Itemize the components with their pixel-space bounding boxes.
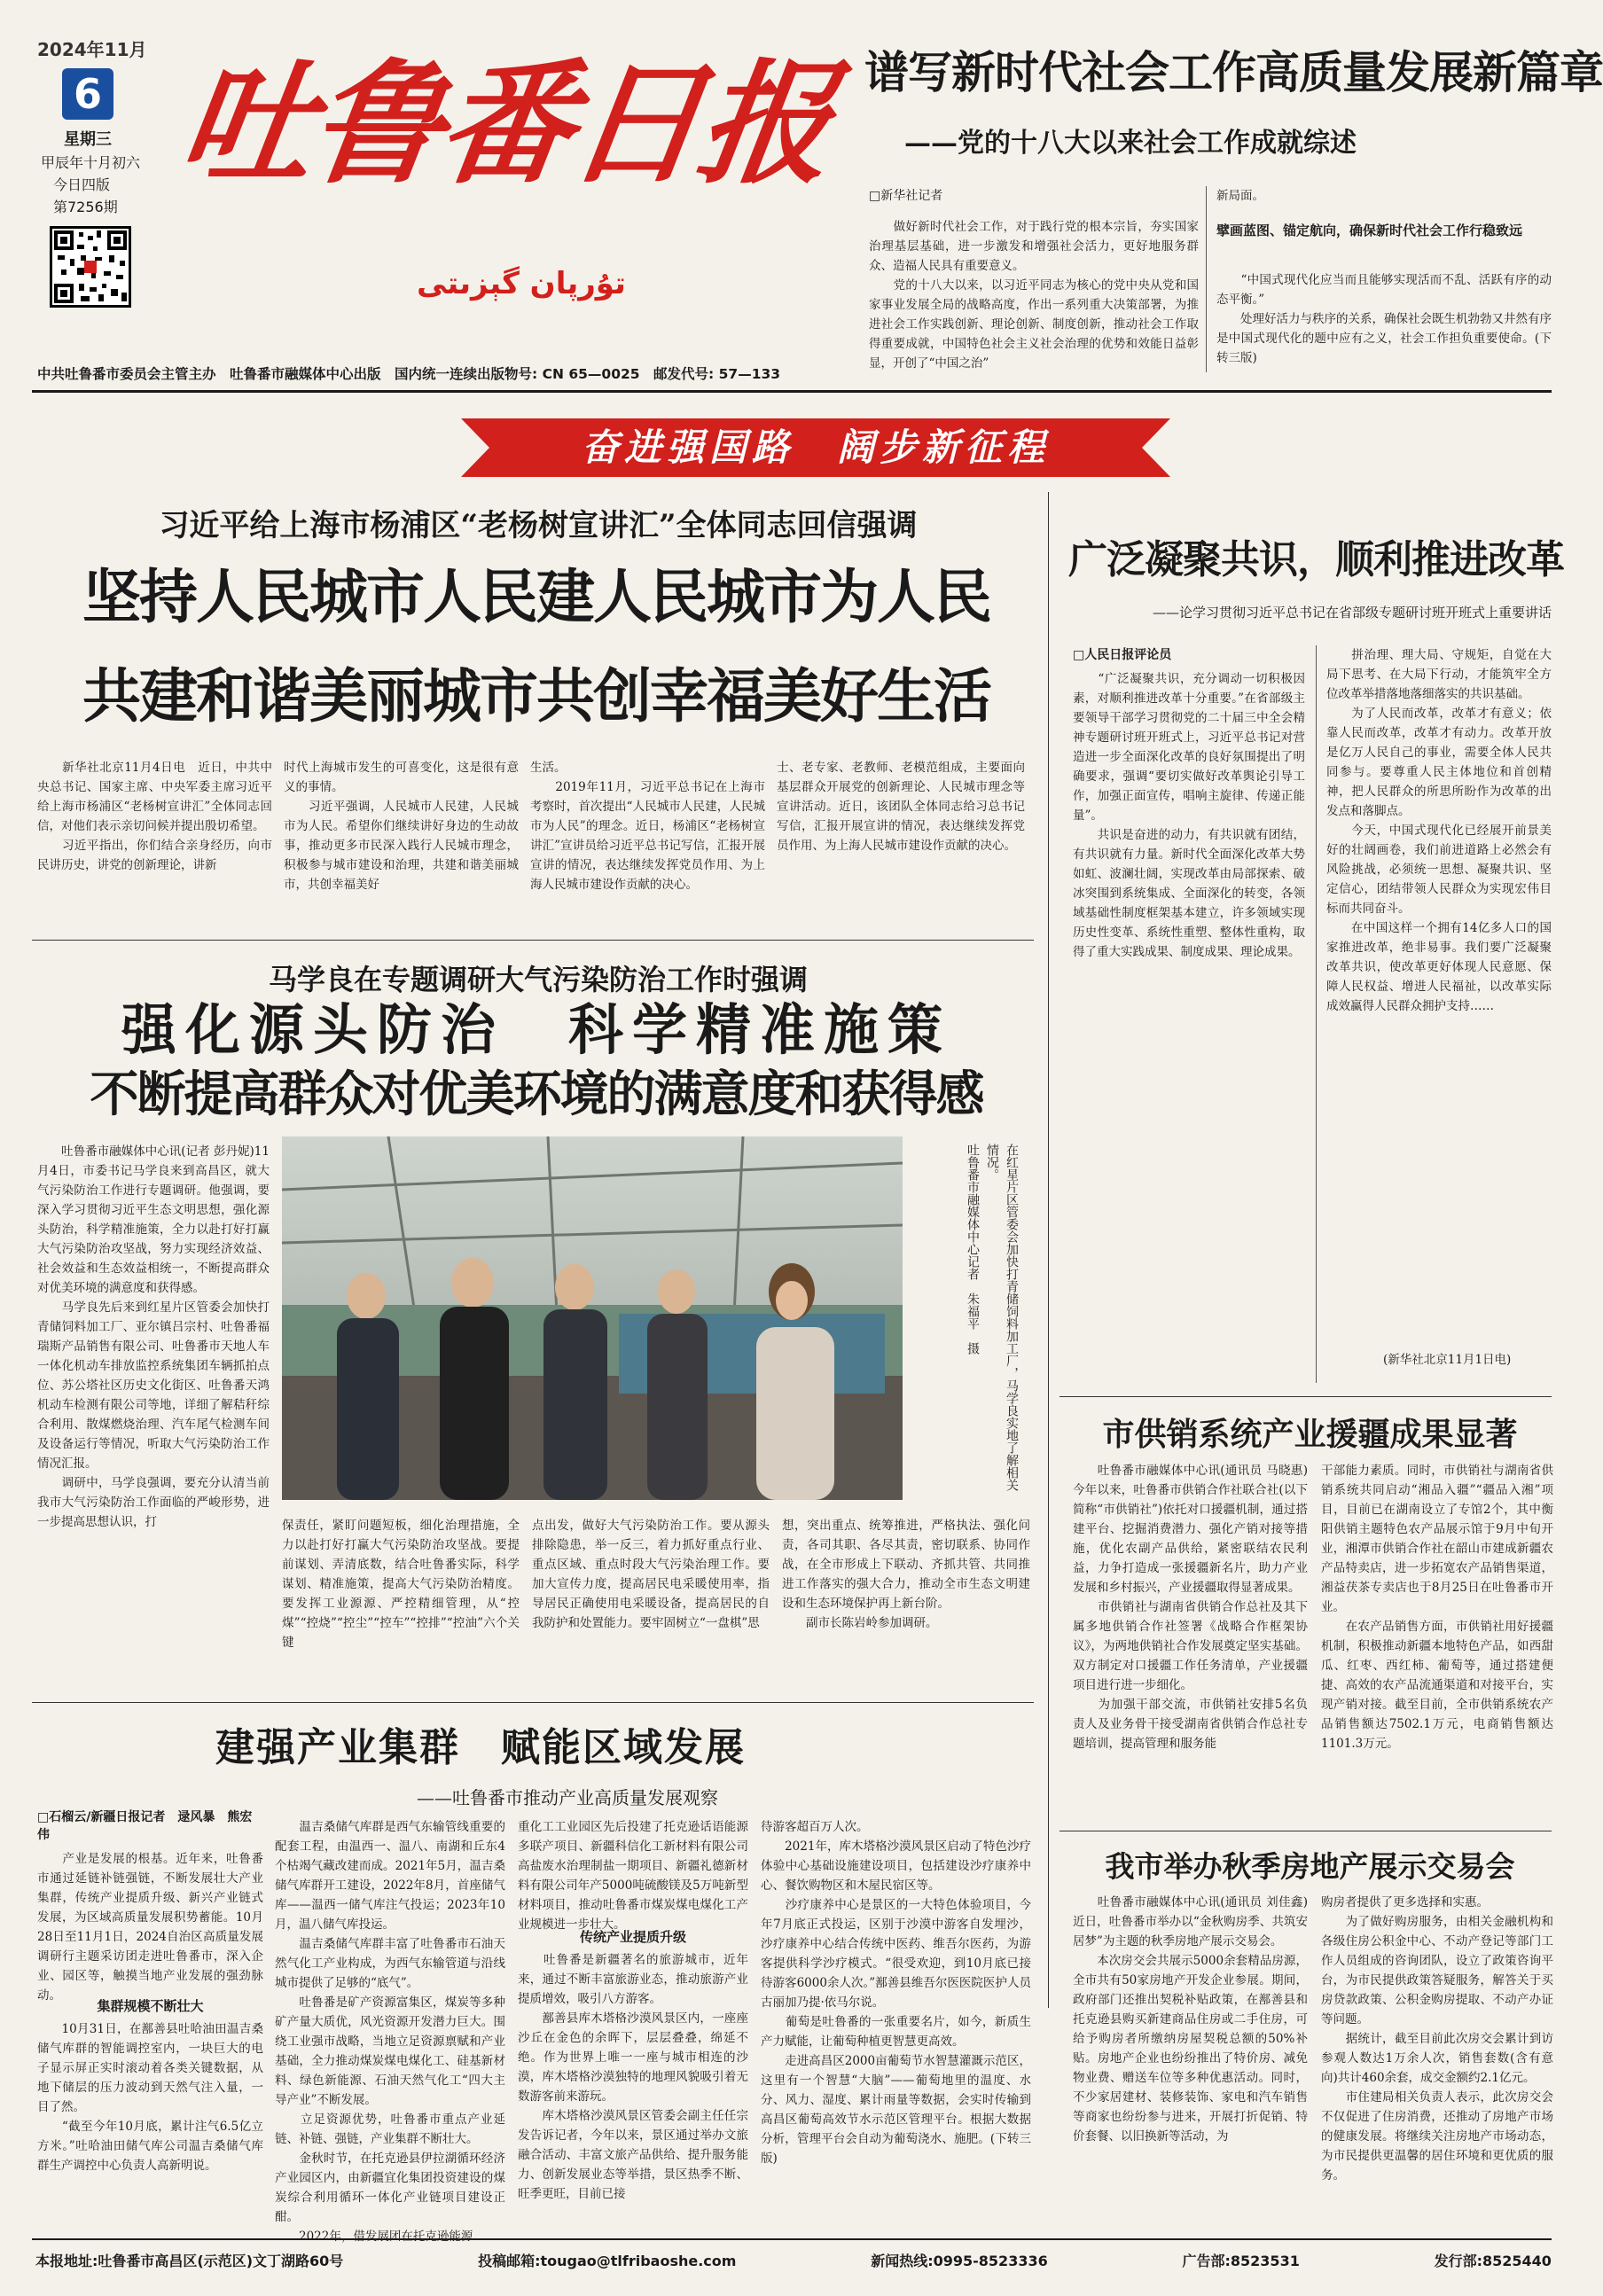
industry-col1: 产业是发展的根基。近年来，吐鲁番市通过延链补链强链，不断发展壮大产业集群，传统产业提质升级、新兴产业链式发展，为区域高质量发展积势蓄能。10月28日至11月1日，2024自治区高质量发展调研行主题采访团走进吐鲁番市，深入企业、园区等，触摸当地产业发展的强劲脉动。 (37, 1852, 263, 2003)
issue-number: 第7256期 (53, 199, 118, 215)
top-story-divider (1206, 186, 1207, 372)
ma-headline-1: 强化源头防治 科学精准施策 (121, 997, 951, 1062)
reform-headline: 广泛凝聚共识，顺利推进改革 (1068, 537, 1564, 582)
date-line: 2024年11月 (37, 39, 147, 60)
newspaper-title: 吐鲁番日报 (170, 46, 841, 202)
top-story-headline: 谱写新时代社会工作高质量发展新篇章 (864, 47, 1603, 98)
industry-col4: 待游客超百万人次。 2021年，库木塔格沙漠风景区启动了特色沙疗体验中心基础设施建设项目，包括建设沙疗康养中心、餐饮购物区和木屋民宿区等。 沙疗康养中心是景区的一大特色体验项目，今年7月底正式投运，区别于沙漠中游客自发埋沙，沙疗康养中心结合传统中医药、维吾尔医药，为游客提供科学沙疗模式。“很受欢迎，到10月底已接待游客6000余人次。”鄯善县维吾尔医医院医护人员古丽加乃提·依马尔说。 葡萄是吐鲁番的一张重要名片，如今，新质生产力赋能，让葡萄种植更智慧更高效。 走进高昌区2000亩葡萄节水智慧灌溉示范区，这里有一个智慧“大脑”——葡萄地里的温度、水分、风力、湿度、累计雨量等数据，会实时传输到高昌区葡萄高效节水示范区管理平台。根据大数据分析，管理平台会自动为葡萄浇水、施肥。(下转三版) (761, 1820, 1031, 2166)
industry-col1-text2: 10月31日，在鄯善县吐哈油田温吉桑储气库群的智能调控室内，一块巨大的电子显示屏正实时滚动着各类关键数据，从地下储层的压力波动到天然气注入量，一目了然。 “截至今年10月底，累计注气6.5亿立方米。”吐哈油田储气库公司温吉桑储气库群生产调控中心负责人高新明说。 (37, 2022, 263, 2173)
reform-dateline: (新华社北京11月1日电) (1383, 1353, 1512, 1367)
top-story-col2-top: 新局面。 (1216, 189, 1264, 203)
industry-byline: □石榴云/新疆日报记者 逯风暴 熊宏伟 (37, 1810, 253, 1842)
pages-count: 今日四版 (53, 176, 111, 193)
qr-code-icon[interactable] (50, 226, 131, 308)
industry-col3: 重化工工业园区先后投建了托克逊话语能源多联产项目、新疆科信化工新材料有限公司高盐废水治理制盐一期项目、新疆礼德新材料有限公司年产5000吨硫酸镁及5万吨新型材料项目，推动吐鲁番市煤炭煤电煤化工产业规模进一步壮大。 (518, 1820, 748, 1932)
industry-subheadline: ——吐鲁番市推动产业高质量发展观察 (417, 1787, 718, 1808)
top-story-byline: □新华社记者 (869, 189, 943, 203)
ma-col-left: 吐鲁番市融媒体中心讯(记者 彭丹妮)11月4日，市委书记马学良来到高昌区，就大气污染防治工作进行专题调研。他强调，要深入学习贯彻习近平生态文明思想，强化源头防治，科学精准施策，全力以赴打好打赢大气污染防治攻坚战，努力实现经济效益、社会效益和生态效益相统一，不断提高群众对优美环境的满意度和获得感。 马学良先后来到红星片区管委会加快打青储饲料加工厂、亚尔镇吕宗村、吐鲁番福瑞斯产品销售有限公司、吐鲁番市天地人车一体化机动车排放监控系统集团车辆抓拍点位、苏公塔社区历史文化街区、吐鲁番天鸿机动车检测有限公司等地，详细了解秸秆综合利用、散煤燃烧治理、汽车尾气检测车间及设备运行等情况，听取大气污染防治工作情况汇报。 调研中，马学良强调，要充分认清当前我市大气污染防治工作面临的严峻形势，进一步提高思想认识，打 (37, 1144, 270, 1529)
industry-col3-subhead: 传统产业提质升级 (579, 1929, 686, 1945)
top-story-col2-text: “中国式现代化应当而且能够实现活而不乱、活跃有序的动态平衡。” 处理好活力与秩序的关系，确保社会既生机勃勃又井然有序是中国式现代化的题中应有之义，社会工作担负重要使命。(下转三版) (1216, 273, 1552, 365)
reform-byline: □人民日报评论员 (1073, 648, 1172, 662)
xi-kicker: 习近平给上海市杨浦区“老杨树宣讲汇”全体同志回信强调 (159, 508, 918, 543)
weekday: 星期三 (64, 130, 112, 149)
reform-col2: 拼治理、理大局、守规矩，自觉在大局下思考、在大局下行动，才能筑牢全方位改革举措落地落细落实的共识基础。 为了人民而改革，改革才有意义；依靠人民而改革，改革才有动力。改革开放是亿万人民自己的事业，需要全体人民共同参与。要尊重人民主体地位和首创精神，把人民群众的所思所盼作为改革的出发点和落脚点。 今天，中国式现代化已经展开前景美好的壮阔画卷，我们前进道路上必然会有风险挑战，必须统一思想、凝聚共识、坚定信心，团结带领人民群众为实现宏伟目标而共同奋斗。 在中国这样一个拥有14亿多人口的国家推进改革，绝非易事。我们要广泛凝聚改革共识，使改革更好体现人民意愿、保障人民权益、增进人民福祉，以改革实际成效赢得人民群众拥护支持…… (1326, 648, 1552, 1013)
xi-col1: 新华社北京11月4日电 近日，中共中央总书记、国家主席、中央军委主席习近平给上海市杨浦区“老杨树宣讲汇”全体同志回信，对他们表示亲切问候并提出殷切希望。 习近平指出，你们结合亲身经历，向市民讲历史，讲党的创新理论，讲新 (37, 761, 272, 872)
xi-col4: 士、老专家、老教师、老模范组成，主要面向基层群众开展党的创新理论、人民城市理念等宣讲活动。近日，该团队全体同志给习总书记写信，汇报开展宣讲的情况，表达继续发挥党员作用、为上海人民城市建设作贡献的决心。 (777, 761, 1025, 853)
ma-bottom-col3: 想，突出重点、统筹推进，严格执法、强化问责，各司其职、各尽其责，密切联系、协同作战，在全市形成上下联动、齐抓共管、共同推进工作落实的强大合力，推动全市生态文明建设和生态环境保护再上新台阶。 副市长陈岩岭参加调研。 (782, 1519, 1030, 1630)
supply-col2: 干部能力素质。同时，市供销社与湖南省供销系统共同启动“湘品入疆”“疆品入湘”项目，目前已在湖南设立了专馆2个，其中衡阳供销主题特色农产品展示馆于9月中旬开业，湘潭市供销合作社在韶山市建成新疆农产品特卖店，进一步拓宽农产品销售渠道，湘益茯茶专卖店也于8月25日在吐鲁番市开业。 在农产品销售方面，市供销社用好援疆机制，积极推动新疆本地特色产品，如西甜瓜、红枣、西红柿、葡萄等，通过搭建便捷、高效的农产品流通渠道和对接平台，实现产销对接。截至目前，全市供销系统农产品销售额达7502.1万元，电商销售额达1101.3万元。 (1321, 1464, 1553, 1751)
footer-dist: 发行部:8525440 (1434, 2253, 1552, 2269)
xi-bottom-rule (32, 940, 1034, 941)
banner-text: 奋进强国路 阔步新征程 (581, 426, 1050, 469)
top-story-subheadline: ——党的十八大以来社会工作成就综述 (904, 128, 1357, 159)
reform-col1: “广泛凝聚共识，充分调动一切积极因素，对顺利推进改革十分重要。”在省部级主要领导干部学习贯彻党的二十届三中全会精神专题研讨班开班式上，习近平总书记对营造进一步全面深化改革的良好氛围提出了明确要求，强调“要切实做好改革舆论引导工作，加强正面宣传，唱响主旋律、传递正能量”。 共识是奋进的动力，有共识就有团结，有共识就有力量。新时代全面深化改革大势如虹、波澜壮阔，实现改革由局部探索、破冰突围到系统集成、全面深化的转变，各领域基础性制度框架基本建立，许多领域实现历史性变革、系统性重塑、整体性重构，取得了重大实践成果、制度成果、理论成果。 (1073, 672, 1305, 959)
ma-headline-2: 不断提高群众对优美环境的满意度和获得感 (90, 1065, 983, 1122)
left-right-divider (1048, 492, 1049, 2008)
ma-bottom-col1: 保责任，紧盯问题短板，细化治理措施，全力以赴打好打赢大气污染防治攻坚战。要提前谋划、弄清底数，结合吐鲁番实际，科学谋划、精准施策，提高大气污染防治精度。要发挥工业源源、严控精细管理，从“控煤”“控烧”“控尘”“控车”“控排”“控油”六个关键 (282, 1519, 520, 1650)
top-story-col1: 做好新时代社会工作，对于践行党的根本宗旨，夯实国家治理基层基础，进一步激发和增强社会活力，更好地服务群众、造福人民具有重要意义。 党的十八大以来，以习近平同志为核心的党中央从党和国家事业发展全局的战略高度，作出一系列重大决策部署，为推进社会工作实践创新、理论创新、制度创新，推动社会工作取得重要成就，中国特色社会主义社会治理的优势和效能日益彰显，开创了“中国之治” (869, 220, 1199, 371)
footer-hotline: 新闻热线:0995-8523336 (871, 2253, 1048, 2269)
sponsor-line: 中共吐鲁番市委员会主管主办 吐鲁番市融媒体中心出版 国内统一连续出版物号: CN 65—0025 邮发代号: 57—133 (37, 366, 781, 382)
industry-col1-subhead: 集群规模不断壮大 (97, 1998, 204, 2014)
supply-col1: 吐鲁番市融媒体中心讯(通讯员 马晓惠)今年以来，吐鲁番市供销合作社联合社(以下简称“市供销社”)依托对口援疆机制，通过搭建平台、挖掘消费潜力、强化产销对接等措施，优化农副产品供给，紧密联结农民利益，力争打造成一张援疆新名片，助力产业发展和乡村振兴，产业援疆取得显著成果。 市供销社与湖南省供销合作总社及其下属多地供销合作社签署《战略合作框架协议》，为两地供销社合作发展奠定坚实基础。双方制定对口援疆工作任务清单，产业援疆项目进行进一步细化。 为加强干部交流，市供销社安排5名负责人及业务骨干接受湖南省供销合作总社专题培训，提高管理和服务能 (1073, 1464, 1308, 1751)
supply-headline: 市供销系统产业援疆成果显著 (1102, 1416, 1518, 1453)
ma-kicker: 马学良在专题调研大气污染防治工作时强调 (268, 963, 808, 996)
industry-headline: 建强产业集群 赋能区域发展 (215, 1725, 746, 1770)
xi-col2: 时代上海城市发生的可喜变化，这是很有意义的事情。 习近平强调，人民城市人民建，人民城市为人民。希望你们继续讲好身边的生动故事，推动更多市民深入践行人民城市理念，积极参与城市建设和治理，共建和谐美丽城市，共创幸福美好 (284, 761, 519, 892)
footer-rule (32, 2238, 1552, 2240)
industry-col2: 温吉桑储气库群是西气东输管线重要的配套工程，由温西一、温八、南湖和丘东4个枯竭气藏改建而成。2021年5月，温吉桑储气库群开工建设，2022年8月，首座储气库——温西一储气库注气投运；2023年10月，温八储气库投运。 温吉桑储气库群丰富了吐鲁番市石油天然气化工产业构成，为西气东输管道与沿线城市提供了足够的“底气”。 吐鲁番是矿产资源富集区，煤炭等多种矿产量大质优，风光资源开发潜力巨大。围绕工业强市战略，当地立足资源禀赋和产业基础，全力推动煤炭煤电煤化工、硅基新材料、绿色新能源、石油天然气化工“四大主导产业”不断发展。 立足资源优势，吐鲁番市重点产业延链、补链、强链，产业集群不断壮大。 金秋时节，在托克逊县伊拉湖循环经济产业园区内，由新疆宜化集团投资建设的煤炭综合利用循环一体化产业链项目建设正酣。 2022年，借发展团在托克逊能源 (275, 1820, 505, 2244)
footer (35, 2250, 1552, 2270)
date-box (37, 35, 151, 216)
day-badge: 6 (62, 68, 113, 120)
news-photo (282, 1136, 903, 1500)
realestate-col2: 购房者提供了更多选择和实惠。 为了做好购房服务，由相关金融机构和各级住房公积金中心、不动产登记等部门工作人员组成的咨询团队，设立了政策咨询平台，为市民提供政策答疑服务，解答关于买房贷款政策、公积金购房提取、不动产办证等问题。 据统计，截至目前此次房交会累计到访参观人数达1万余人次，销售套数(含有意向)共计460余套，成交金额约2.1亿元。 市住建局相关负责人表示，此次房交会不仅促进了住房消费，还推动了房地产市场的健康发展。将继续关注房地产市场动态，为市民提供更温馨的居住环境和更优质的服务。 (1321, 1895, 1553, 2183)
realestate-col1: 吐鲁番市融媒体中心讯(通讯员 刘佳鑫)近日，吐鲁番市举办以“金秋购房季、共筑安居梦”为主题的秋季房地产展示交易会。 本次房交会共展示5000余套精品房源，全市共有50家房地产开发企业参展。期间，政府部门还推出契税补贴政策，在鄯善县和托克逊县购买新建商品住房或二手住房，可给予购房者所缴纳房屋契税总额的50%补贴。房地产企业也纷纷推出了特价房、减免物业费、赠送车位等多种优惠活动。同时，不少家居建材、装修装饰、家电和汽车销售等商家也纷纷参与进来，开展打折促销、特价套餐、以旧换新等活动，为 (1073, 1895, 1308, 2144)
footer-address: 本报地址:吐鲁番市高昌区(示范区)文丁湖路60号 (35, 2253, 344, 2269)
reform-divider (1316, 645, 1317, 1383)
top-story-col2-heading: 擘画蓝图、锚定航向，确保新时代社会工作行稳致远 (1216, 223, 1523, 238)
realestate-headline: 我市举办秋季房地产展示交易会 (1105, 1849, 1515, 1884)
xi-col3: 生活。 2019年11月，习近平总书记在上海市考察时，首次提出“人民城市人民建，人民城市为人民”的理念。近日，杨浦区“老杨树宣讲汇”宣讲员给习近平总书记写信，汇报开展宣讲的情况，表达继续发挥党员作用、为上海人民城市建设作贡献的决心。 (530, 761, 765, 892)
xi-headline-2: 共建和谐美丽城市共创幸福美好生活 (82, 662, 990, 730)
ma-bottom-rule (32, 1702, 1034, 1703)
footer-ad: 广告部:8523531 (1182, 2253, 1300, 2269)
banner-ribbon (461, 418, 1170, 477)
newspaper-title-uyghur: تۇرپان گېزىتى (417, 266, 626, 301)
industry-col3-text2: 吐鲁番是新疆著名的旅游城市，近年来，通过不断丰富旅游业态，推动旅游产业提质增效，吸引八方游客。 鄯善县库木塔格沙漠风景区内，一座座沙丘在金色的余晖下，层层叠叠，绵延不绝。作为世界上唯一一座与城市相连的沙漠，库木塔格沙漠独特的地理风貌吸引着无数游客前来游玩。 库木塔格沙漠风景区管委会副主任任宗发告诉记者，今年以来，景区通过举办文旅融合活动、丰富文旅产品供给、提升服务能力、创新发展业态等举措，景区热季不断、旺季更旺，目前已接 (518, 1953, 748, 2201)
photo-caption: 在红星片区管委会加快打青储饲料加工厂，马学良实地了解相关情况。 吐鲁番市融媒体中心记者 朱福平 摄 (966, 1144, 1019, 1491)
lunar-date: 甲辰年十月初六 (41, 154, 141, 171)
reform-bottom-rule (1060, 1396, 1552, 1397)
reform-subheadline: ——论学习贯彻习近平总书记在省部级专题研讨班开班式上重要讲话 (1152, 605, 1552, 621)
footer-email[interactable]: 投稿邮箱:tougao@tlfribaoshe.com (478, 2253, 737, 2269)
ma-bottom-col2: 点出发，做好大气污染防治工作。要从源头排除隐患，举一反三，着力抓好重点行业、重点区域、重点时段大气污染治理工作。要加大宣传力度，提高居民电采暖使用率，指导居民正确使用电采暖设备，提高居民的自我防护和处置能力。要牢固树立“一盘棋”思 (532, 1519, 770, 1630)
xi-headline-1: 坚持人民城市人民建人民城市为人民 (82, 563, 990, 631)
masthead-rule (32, 390, 1552, 393)
